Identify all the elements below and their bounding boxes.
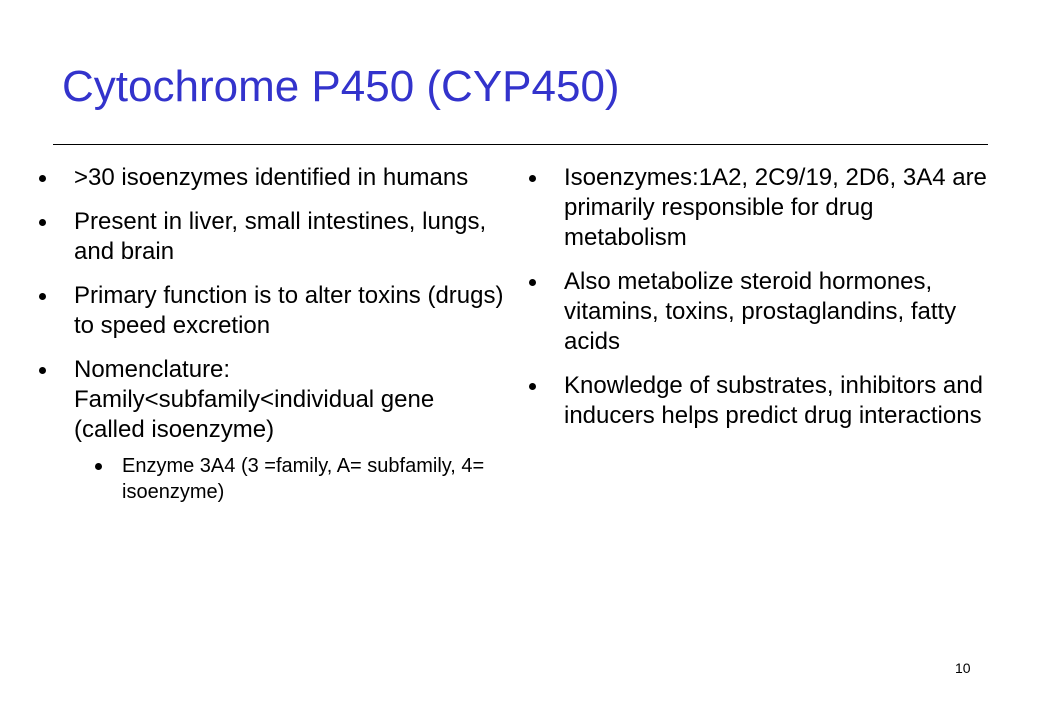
bullet-item [524, 163, 994, 253]
bullet-item [34, 207, 504, 267]
bullet-dot-icon [529, 383, 536, 390]
bullet-text: Present in liver, small intestines, lungs, and brain [74, 208, 487, 265]
bullet-text: Knowledge of substrates, inhibitors and inducers helps predict drug interactions [564, 372, 983, 429]
bullet-item [524, 371, 994, 431]
bullet-dot-icon [39, 175, 46, 182]
sub-bullet-list [74, 453, 504, 505]
bullet-dot-icon [39, 219, 46, 226]
right-bullet-list [524, 163, 994, 445]
bullet-dot-icon [39, 293, 46, 300]
bullet-dot-icon [95, 463, 102, 470]
bullet-item [34, 163, 504, 193]
bullet-dot-icon [529, 279, 536, 286]
bullet-item [34, 355, 504, 505]
bullet-dot-icon [39, 367, 46, 374]
slide-number: 10 [955, 660, 971, 676]
bullet-item [524, 267, 994, 357]
bullet-item [34, 281, 504, 341]
bullet-text: Also metabolize steroid hormones, vitamins, toxins, prostaglandins, fatty acids [564, 268, 957, 355]
sub-bullet-text: Enzyme 3A4 (3 =family, A= subfamily, 4= isoenzyme) [122, 455, 485, 503]
slide-title: Cytochrome P450 (CYP450) [62, 62, 620, 111]
bullet-text: Isoenzymes:1A2, 2C9/19, 2D6, 3A4 are primarily responsible for drug metabolism [564, 164, 987, 251]
left-bullet-list [34, 163, 504, 519]
bullet-dot-icon [529, 175, 536, 182]
title-divider [53, 144, 988, 145]
bullet-text: Primary function is to alter toxins (drugs) to speed excretion [74, 282, 504, 339]
bullet-text: Nomenclature: Family<subfamily<individual gene (called isoenzyme) [74, 356, 435, 443]
bullet-text: >30 isoenzymes identified in humans [74, 164, 469, 191]
sub-bullet-item [74, 453, 504, 505]
